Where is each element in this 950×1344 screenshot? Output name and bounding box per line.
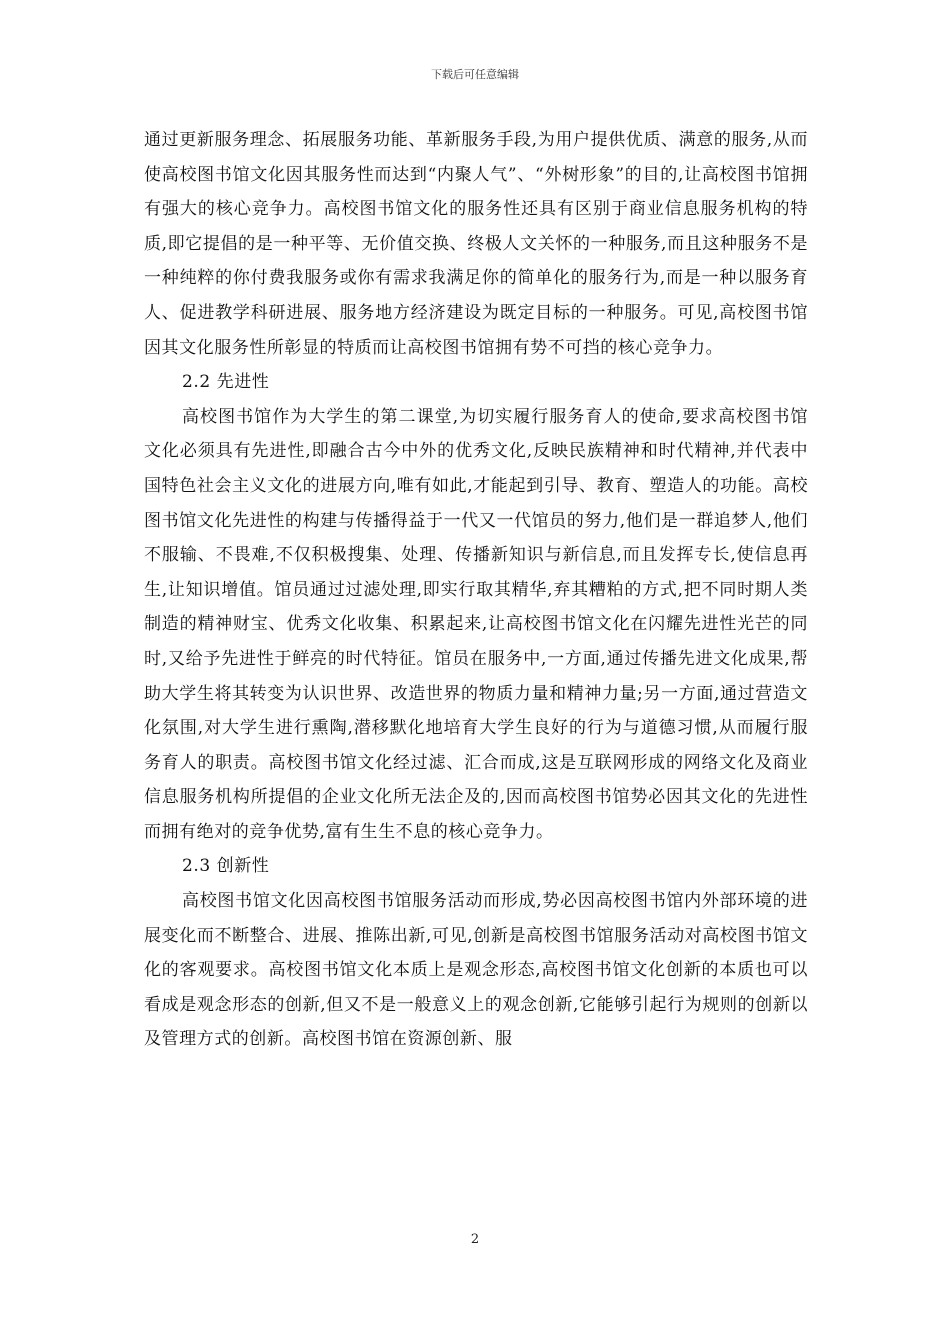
paragraph-service: 通过更新服务理念、拓展服务功能、革新服务手段,为用户提供优质、满意的服务,从而使高校图书馆文化因其服务性而达到“内聚人气”、“外树形象”的目的,让高校图书馆拥有强大的核心竞争力。高校图书馆文化的服务性还具有区别于商业信息服务机构的特质,即它提倡的是一种平等、无价值交换、终极人文关怀的一种服务,而且这种服务不是一种纯粹的你付费我服务或你有需求我满足你的简单化的服务行为,而是一种以服务育人、促进教学科研进展、服务地方经济建设为既定目标的一种服务。可见,高校图书馆因其文化服务性所彰显的特质而让高校图书馆拥有势不可挡的核心竞争力。 xyxy=(144,130,808,358)
page-number: 2 xyxy=(470,1232,480,1247)
page-header: 下载后可任意编辑 xyxy=(431,68,519,81)
body-content xyxy=(144,123,808,1057)
paragraph-advanced: 高校图书馆作为大学生的第二课堂,为切实履行服务育人的使命,要求高校图书馆文化必须具有先进性,即融合古今中外的优秀文化,反映民族精神和时代精神,并代表中国特色社会主义文化的进展方向,唯有如此,才能起到引导、教育、塑造人的功能。高校图书馆文化先进性的构建与传播得益于一代又一代馆员的努力,他们是一群追梦人,他们不服输、不畏难,不仅积极搜集、处理、传播新知识与新信息,而且发挥专长,使信息再生,让知识增值。馆员通过过滤处理,即实行取其精华,弃其糟粕的方式,把不同时期人类制造的精神财宝、优秀文化收集、积累起来,让高校图书馆文化在闪耀先进性光芒的同时,又给予先进性于鲜亮的时代特征。馆员在服务中,一方面,通过传播先进文化成果,帮助大学生将其转变为认识世界、改造世界的物质力量和精神力量;另一方面,通过营造文化氛围,对大学生进行熏陶,潜移默化地培育大学生良好的行为与道德习惯,从而履行服务育人的职责。高校图书馆文化经过滤、汇合而成,这是互联网形成的网络文化及商业信息服务机构所提倡的企业文化所无法企及的,因而高校图书馆势必因其文化的先进性而拥有绝对的竞争优势,富有生生不息的核心竞争力。 xyxy=(144,406,808,842)
paragraph-innovation: 高校图书馆文化因高校图书馆服务活动而形成,势必因高校图书馆内外部环境的进展变化而不断整合、进展、推陈出新,可见,创新是高校图书馆服务活动对高校图书馆文化的客观要求。高校图书馆文化本质上是观念形态,高校图书馆文化创新的本质也可以看成是观念形态的创新,但又不是一般意义上的观念创新,它能够引起行为规则的创新以及管理方式的创新。高校图书馆在资源创新、服 xyxy=(144,891,808,1050)
section-heading-advanced: 2.2 先进性 xyxy=(182,372,270,393)
section-heading-innovation: 2.3 创新性 xyxy=(182,856,270,877)
